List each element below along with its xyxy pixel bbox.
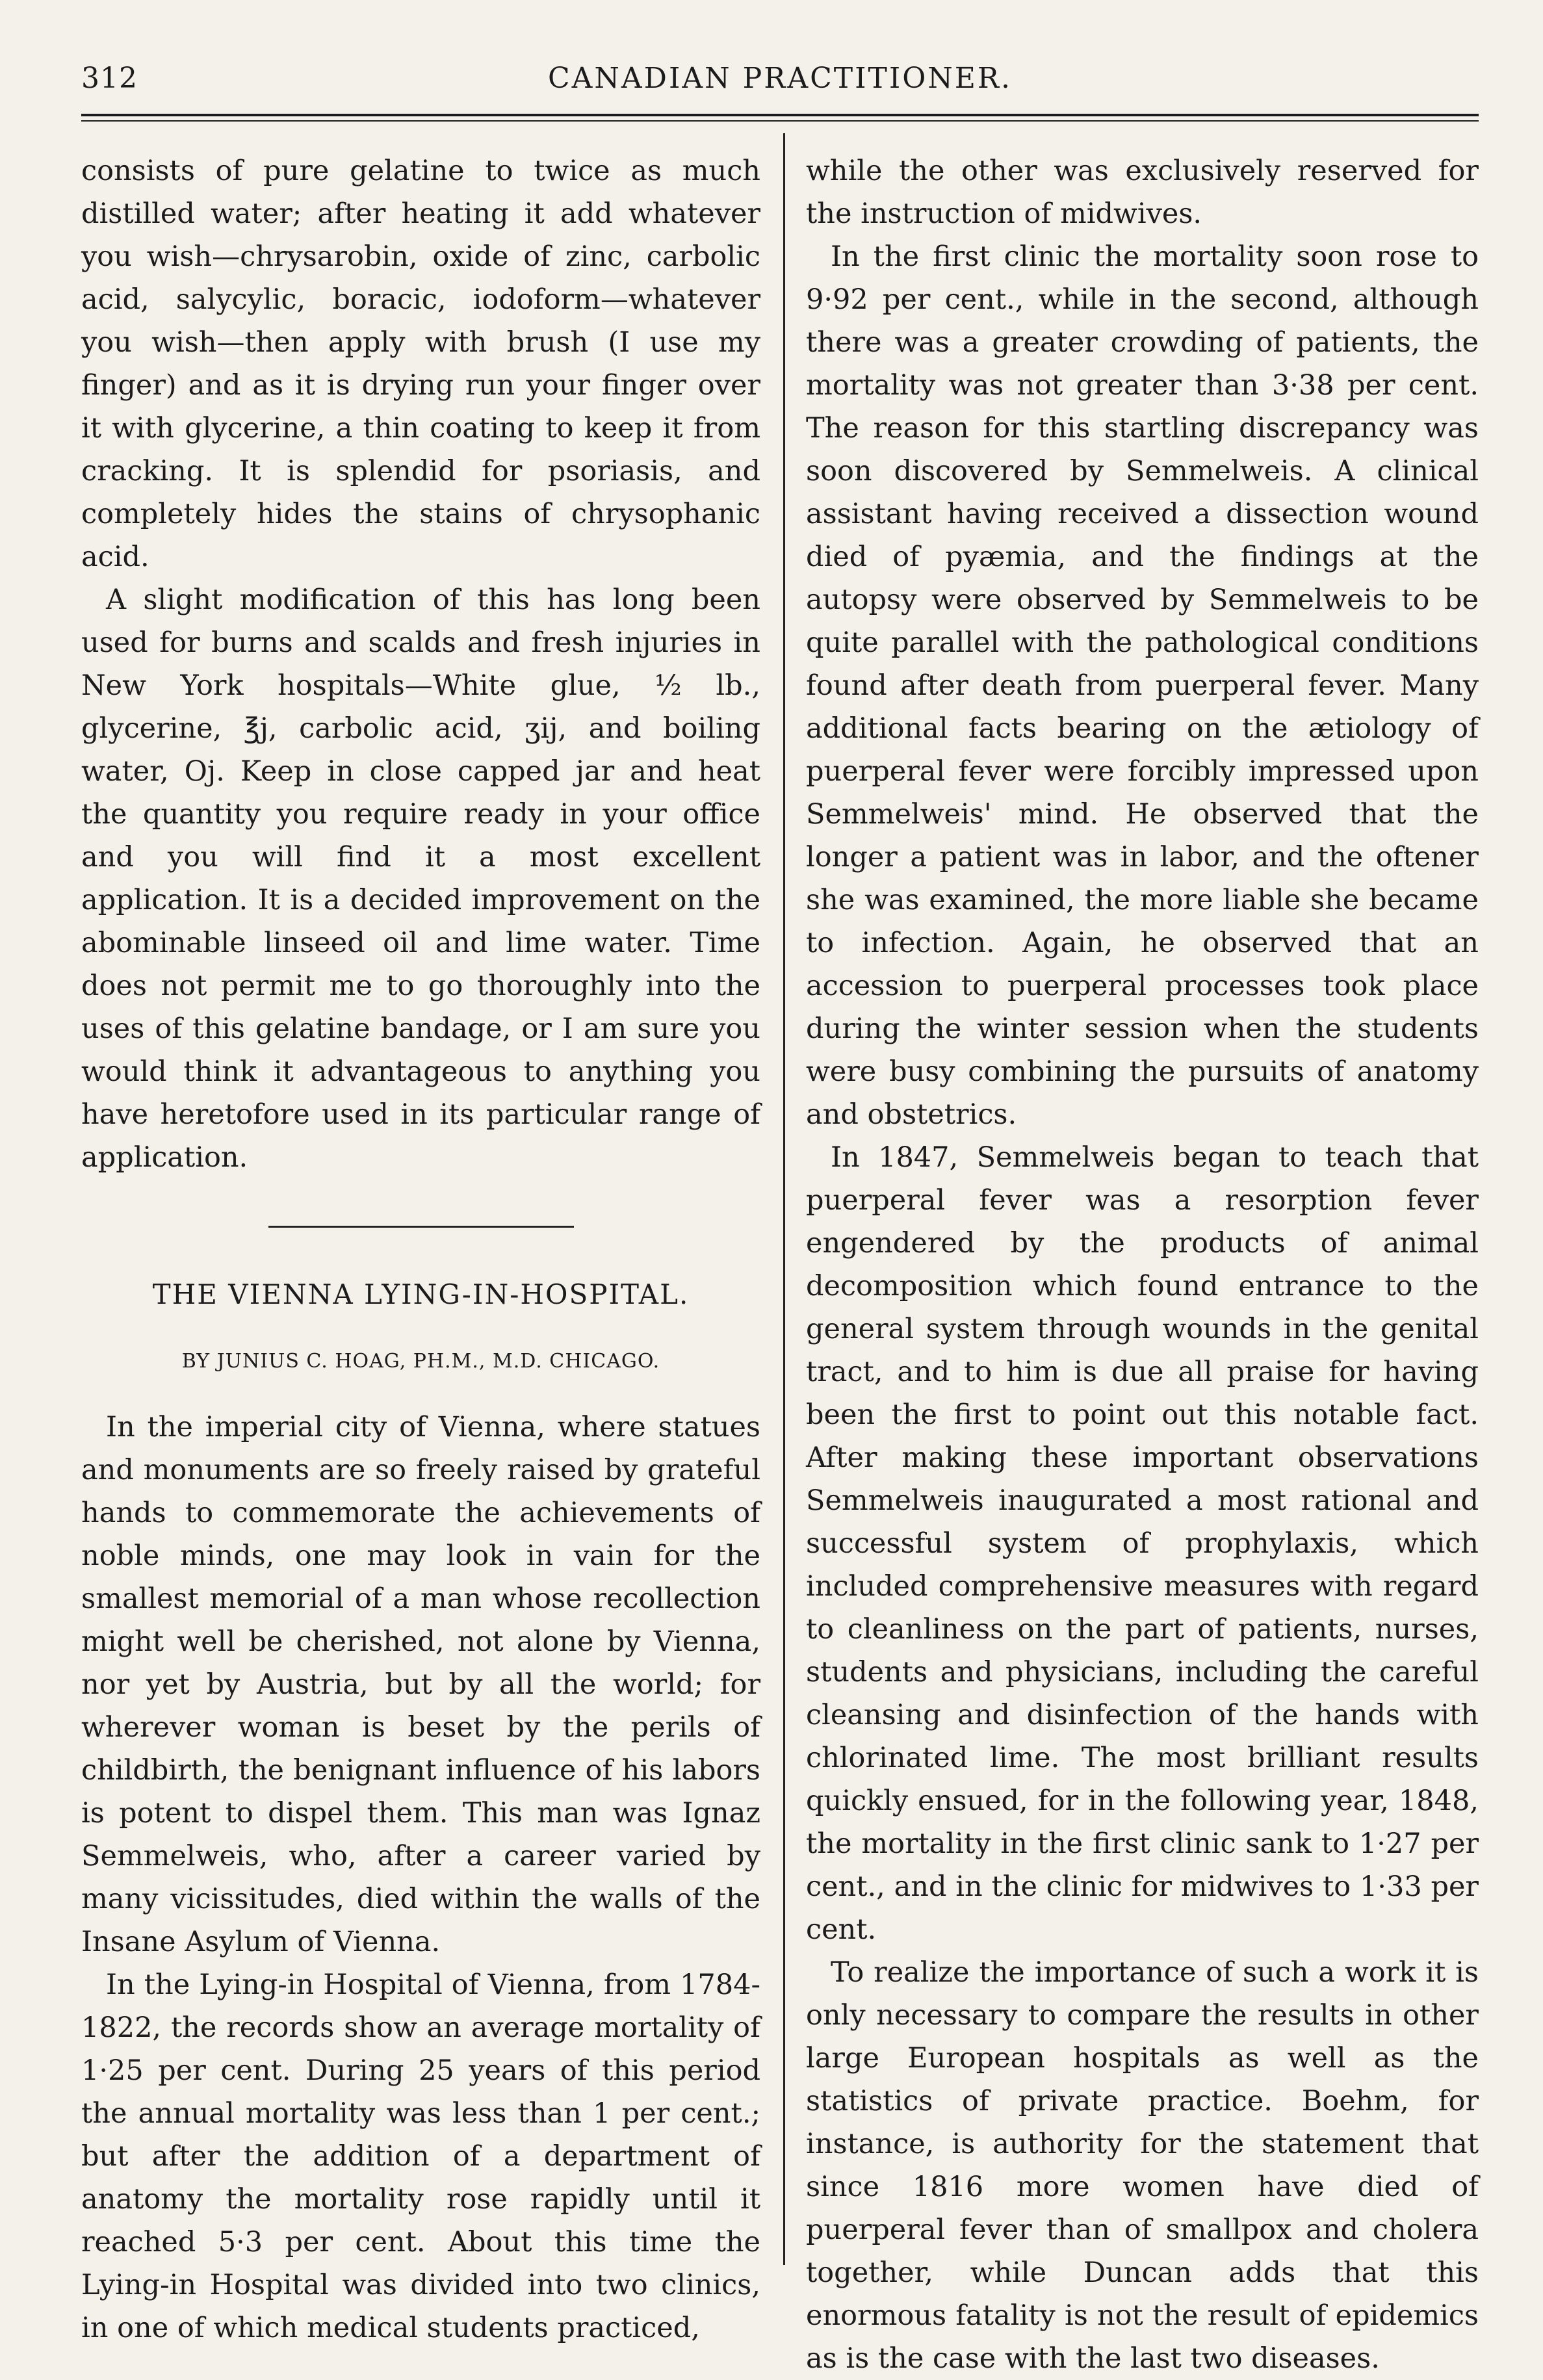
header-rule-thin [81, 120, 1479, 122]
article-title: THE VIENNA LYING-IN-HOSPITAL. [152, 1278, 690, 1310]
header-rule-thick [81, 114, 1479, 116]
left-paragraph-2: A slight modification of this has long been used for burns and scalds and fresh injuries in New York hospitals—White glue, ½ lb., glycerine, ℥j, carbolic acid, ʒij, and boiling water, Oj. Keep in close capped jar and heat the quantity you require ready in your office and you will find it a most excellent application. It is a decided improvement on the abominable linseed oil and lime water. Time does not permit me to go thoroughly into the uses of this gelatine bandage, or I am sure you would think it advantageous to anything you have heretofore used in its particular range of application. [81, 584, 760, 1174]
right-paragraph-2: In the first clinic the mortality soon rose to 9·92 per cent., while in the second, although there was a greater crowding of patients, the mortality was not greater than 3·38 per cent. The reason for this startling discrepancy was soon discovered by Semmelweis. A clinical assistant having received a dissection wound died of pyæmia, and the findings at the autopsy were observed by Semmelweis to be quite parallel with the pathological conditions found after death from puerperal fever. Many additional facts bearing on the ætiology of puerperal fever were forcibly impressed upon Semmelweis' mind. He observed that the longer a patient was in labor, and the oftener she was examined, the more liable she became to infection. Again, he observed that an accession to puerperal processes took place during the winter session when the students were busy combining the pursuits of anatomy and obstetrics. [806, 240, 1479, 1131]
right-column [806, 149, 1479, 2375]
article-byline: BY JUNIUS C. HOAG, PH.M., M.D. CHICAGO. [181, 1350, 660, 1373]
page-number: 312 [81, 62, 138, 95]
left-paragraph-3: In the imperial city of Vienna, where statues and monuments are so freely raised by grateful hands to commemorate the achievements of noble minds, one may look in vain for the smallest memorial of a man whose recollection might well be cherished, not alone by Vienna, nor yet by Austria, but by all the world; for wherever woman is beset by the perils of childbirth, the benignant influence of his labors is potent to dispel them. This man was Ignaz Semmelweis, who, after a career varied by many vicissitudes, died within the walls of the Insane Asylum of Vienna. [81, 1411, 760, 1958]
right-paragraph-4: To realize the importance of such a work it is only necessary to compare the results in other large European hospitals as well as the statistics of private practice. Boehm, for instance, is authority for the statement that since 1816 more women have died of puerperal fever than of smallpox and cholera together, while Duncan adds that this enormous fatality is not the result of epidemics as is the case with the last two diseases. [806, 1956, 1479, 2375]
left-paragraph-4: In the Lying-in Hospital of Vienna, from 1784-1822, the records show an average mortality of 1·25 per cent. During 25 years of this period the annual mortality was less than 1 per cent.; but after the addition of a department of anatomy the mortality rose rapidly until it reached 5·3 per cent. About this time the Lying-in Hospital was divided into two clinics, in one of which medical students practiced, [81, 1969, 760, 2344]
page-header [81, 62, 1479, 107]
section-break-rule [268, 1226, 574, 1228]
running-head: CANADIAN PRACTITIONER. [547, 62, 1013, 95]
left-continued-paragraph: consists of pure gelatine to twice as much distilled water; after heating it add whatever you wish—chrysarobin, oxide of zinc, carbolic acid, salycylic, boracic, iodoform—whatever you wish—then apply with brush (I use my finger) and as it is drying run your finger over it with glycerine, a thin coating to keep it from cracking. It is splendid for psoriasis, and completely hides the stains of chrysophanic acid. [81, 155, 760, 573]
left-column [81, 149, 760, 2344]
right-paragraph-3: In 1847, Semmelweis began to teach that puerperal fever was a resorption fever engendered by the products of animal decomposition which found entrance to the general system through wounds in the genital tract, and to him is due all praise for having been the first to point out this notable fact. After making these important observations Semmelweis inaugurated a most rational and successful system of prophylaxis, which included comprehensive measures with regard to cleanliness on the part of patients, nurses, students and physicians, including the careful cleansing and disinfection of the hands with chlorinated lime. The most brilliant results quickly ensued, for in the following year, 1848, the mortality in the first clinic sank to 1·27 per cent., and in the clinic for midwives to 1·33 per cent. [806, 1141, 1479, 1946]
right-continued-paragraph: while the other was exclusively reserved for the instruction of midwives. [806, 155, 1479, 230]
column-divider [783, 133, 785, 2265]
